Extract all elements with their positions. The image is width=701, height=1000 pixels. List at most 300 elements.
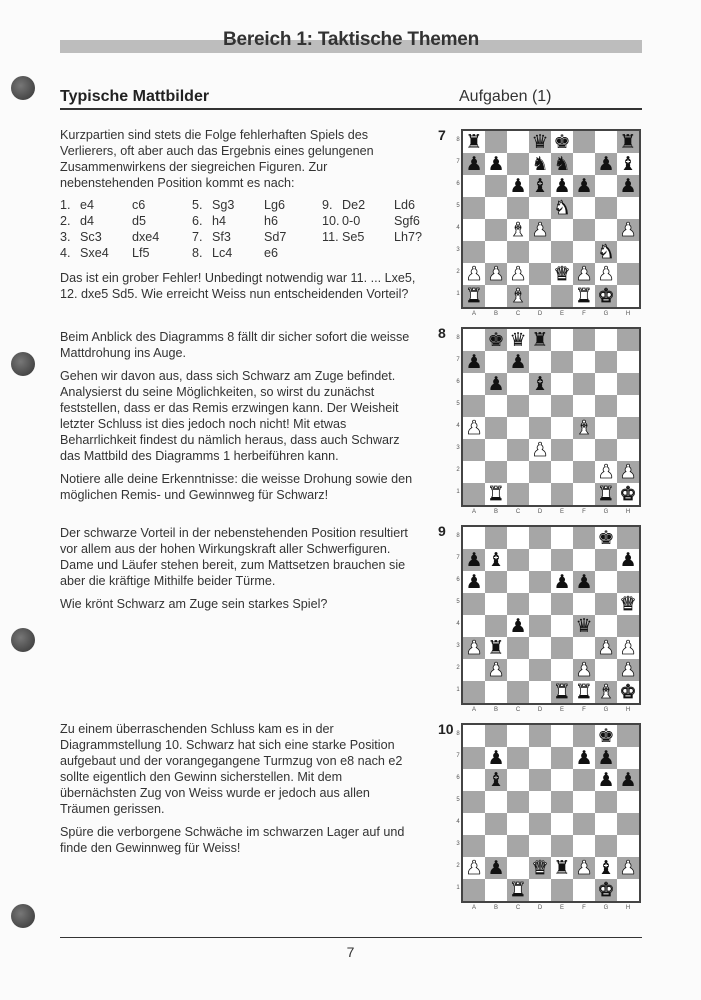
move-number: 7. [192,230,203,244]
white-king-icon: ♚ [597,879,615,901]
board-square [551,461,573,483]
white-queen-icon: ♛ [553,263,571,285]
board-square [529,395,551,417]
move-column-1 [60,197,159,261]
board-square [507,659,529,681]
black-pawn-icon: ♟ [553,175,571,197]
board-square [463,197,485,219]
board-square [507,439,529,461]
file-label: D [537,509,543,515]
rank-label: 8 [456,335,460,341]
board-square [463,813,485,835]
file-label: C [515,311,521,317]
white-pawn-icon: ♟ [619,659,637,681]
board-square [463,593,485,615]
board-square [463,241,485,263]
board-square [617,395,639,417]
rank-label: 2 [456,665,460,671]
board-square [529,637,551,659]
board-square [485,593,507,615]
board-square [485,285,507,307]
rank-label: 7 [456,357,460,363]
file-label: C [515,905,521,911]
board-square [507,681,529,703]
board-square [595,417,617,439]
section-title: Typische Mattbilder [60,88,210,105]
board-square [617,263,639,285]
board-square [595,439,617,461]
black-pawn-icon: ♟ [509,175,527,197]
board-square [617,725,639,747]
rank-label: 8 [456,137,460,143]
black-move: Sgf6 [394,214,420,228]
rank-label: 7 [456,555,460,561]
black-pawn-icon: ♟ [509,351,527,373]
rank-label: 6 [456,577,460,583]
black-pawn-icon: ♟ [465,549,483,571]
board-square [485,175,507,197]
rank-label: 4 [456,225,460,231]
board-square [507,747,529,769]
board-square [617,241,639,263]
section-subtitle: Aufgaben (1) [459,88,552,105]
white-pawn-icon: ♟ [465,417,483,439]
board-square [463,747,485,769]
white-pawn-icon: ♟ [597,263,615,285]
board-square [551,813,573,835]
board-square [573,593,595,615]
board-square [507,593,529,615]
diagram-9-text [60,525,420,619]
text-p9: Spüre die verborgene Schwäche im schwarzen Lager auf und finde den Gewinnweg für Weiss! [60,825,405,855]
black-move: c6 [132,198,146,212]
rank-label: 4 [456,819,460,825]
board-square [485,439,507,461]
board-square [507,813,529,835]
rank-label: 6 [456,379,460,385]
text-p4: Gehen wir davon aus, dass sich Schwarz am Zuge befindet. Analysierst du seine Möglichkeiten, so wirst du zunächst feststellen, dass er das Remis erzwingen kann. Der Weisheit letzter Schluss ist dies jedoch noch nicht! Mit etwas Beharrlichkeit findest du nämlich heraus, dass auch Schwarz das Mattbild des Diagramms 1 herbeiführen kann. [60,369,400,463]
diagram-10-text [60,721,420,863]
board-square [463,769,485,791]
move-number: 2. [60,214,71,228]
question-paragraph [60,270,420,309]
binder-hole [11,352,35,376]
board-square [529,549,551,571]
move-row [192,213,286,229]
white-king-icon: ♚ [597,285,615,307]
white-move: Sf3 [212,230,231,244]
board-square [551,483,573,505]
white-rook-icon: ♜ [597,483,615,505]
board-square [529,527,551,549]
board-square [463,175,485,197]
white-pawn-icon: ♟ [575,857,593,879]
rank-label: 2 [456,269,460,275]
board-square [573,769,595,791]
white-king-icon: ♚ [619,681,637,703]
board-square [485,813,507,835]
board-square [551,439,573,461]
text-p8: Zu einem überraschenden Schluss kam es in der Diagrammstellung 10. Schwarz hat sich eine starke Position aufgebaut und der vorangegangene Turmzug von e8 nach e2 sollte eigentlich den Gewinn sicherstellen. Mit dem übernächsten Zug von Weiss wurde er jedoch aus allen Träumen gerissen. [60,722,403,816]
rank-label: 5 [456,401,460,407]
board-square [529,769,551,791]
board-square [463,659,485,681]
board-square [595,571,617,593]
board-square [529,241,551,263]
board-square [573,527,595,549]
white-queen-icon: ♛ [619,593,637,615]
black-pawn-icon: ♟ [575,747,593,769]
file-label: B [493,707,498,713]
white-move: Sc3 [80,230,102,244]
move-number: 4. [60,246,71,260]
white-move: h4 [212,214,227,228]
board-square [617,439,639,461]
black-bishop-icon: ♝ [619,153,637,175]
black-bishop-icon: ♝ [531,175,549,197]
board-square [617,351,639,373]
move-number: 3. [60,230,71,244]
move-row [192,229,286,245]
move-number: 5. [192,198,203,212]
board-square [595,219,617,241]
rank-label: 5 [456,797,460,803]
board-square [573,461,595,483]
black-pawn-icon: ♟ [487,373,505,395]
chess-board [461,723,641,903]
black-pawn-icon: ♟ [619,769,637,791]
board-square [617,615,639,637]
white-rook-icon: ♜ [509,879,527,901]
footer-rule [60,937,642,938]
white-move: e4 [80,198,95,212]
diagram-number: 9 [438,523,446,539]
board-square [595,791,617,813]
board-square [551,835,573,857]
white-pawn-icon: ♟ [619,857,637,879]
board-square [595,197,617,219]
file-label: E [559,311,564,317]
board-square [485,725,507,747]
board-square [463,615,485,637]
board-square [595,813,617,835]
text-p5: Notiere alle deine Erkenntnisse: die weisse Drohung sowie den möglichen Remis- und Gewinnweg für Schwarz! [60,472,413,502]
board-square [507,571,529,593]
board-square [463,439,485,461]
board-square [551,791,573,813]
rank-label: 1 [456,291,460,297]
move-number: 6. [192,214,203,228]
black-king-icon: ♚ [597,527,615,549]
board-square [485,197,507,219]
white-bishop-icon: ♝ [597,681,615,703]
board-square [551,593,573,615]
black-move: Lf5 [132,246,150,260]
move-number: 11. [322,230,339,244]
board-square [551,219,573,241]
black-queen-icon: ♛ [575,615,593,637]
file-label: E [559,707,564,713]
board-square [485,395,507,417]
move-row [60,229,159,245]
board-square [529,571,551,593]
move-row [60,213,159,229]
white-queen-icon: ♛ [531,857,549,879]
white-bishop-icon: ♝ [509,285,527,307]
board-square [529,791,551,813]
white-king-icon: ♚ [619,483,637,505]
board-square [573,791,595,813]
white-rook-icon: ♜ [553,681,571,703]
rank-label: 2 [456,863,460,869]
board-square [617,527,639,549]
board-square [529,879,551,901]
black-rook-icon: ♜ [531,329,549,351]
board-square [485,835,507,857]
black-pawn-icon: ♟ [465,153,483,175]
board-square [529,263,551,285]
black-pawn-icon: ♟ [487,747,505,769]
board-square [551,659,573,681]
chess-board [461,129,641,309]
black-rook-icon: ♜ [487,637,505,659]
black-bishop-icon: ♝ [597,857,615,879]
board-square [507,395,529,417]
board-square [529,285,551,307]
board-square [507,197,529,219]
board-square [529,725,551,747]
board-square [463,835,485,857]
board-square [507,131,529,153]
board-square [529,615,551,637]
file-label: C [515,707,521,713]
file-label: A [471,509,476,515]
board-square [485,241,507,263]
black-pawn-icon: ♟ [487,857,505,879]
board-square [595,351,617,373]
binder-hole [11,904,35,928]
file-label: A [471,905,476,911]
board-square [463,483,485,505]
white-pawn-icon: ♟ [465,857,483,879]
black-king-icon: ♚ [553,131,571,153]
rank-label: 3 [456,445,460,451]
black-move: Ld6 [394,198,416,212]
white-pawn-icon: ♟ [531,439,549,461]
file-label: E [559,509,564,515]
white-rook-icon: ♜ [487,483,505,505]
board-square [551,395,573,417]
white-pawn-icon: ♟ [487,659,505,681]
text-p7: Wie krönt Schwarz am Zuge sein starkes Spiel? [60,597,328,611]
board-square [551,285,573,307]
file-label: D [537,707,543,713]
file-label: F [582,311,586,317]
white-knight-icon: ♞ [553,197,571,219]
board-square [595,659,617,681]
white-pawn-icon: ♟ [531,219,549,241]
black-pawn-icon: ♟ [619,549,637,571]
white-move: Sxe4 [80,246,109,260]
black-rook-icon: ♜ [553,857,571,879]
black-pawn-icon: ♟ [487,153,505,175]
black-move: Sd7 [264,230,287,244]
move-column-2 [192,197,286,261]
board-square [507,791,529,813]
board-square [573,835,595,857]
board-square [529,197,551,219]
black-pawn-icon: ♟ [509,615,527,637]
board-square [573,241,595,263]
rank-label: 8 [456,533,460,539]
board-square [551,329,573,351]
board-square [463,527,485,549]
white-pawn-icon: ♟ [619,637,637,659]
black-bishop-icon: ♝ [531,373,549,395]
black-king-icon: ♚ [597,725,615,747]
black-pawn-icon: ♟ [553,571,571,593]
black-move: Lh7? [394,230,423,244]
board-square [485,461,507,483]
white-pawn-icon: ♟ [465,263,483,285]
board-square [485,527,507,549]
board-square [507,241,529,263]
board-square [573,483,595,505]
board-square [595,549,617,571]
text-p3: Beim Anblick des Diagramms 8 fällt dir sicher sofort die weisse Mattdrohung ins Auge. [60,330,410,360]
white-bishop-icon: ♝ [575,417,593,439]
white-move: Lc4 [212,246,233,260]
section-rule [60,108,642,110]
board-square [617,417,639,439]
file-label: E [559,905,564,911]
board-square [573,197,595,219]
file-label: A [471,707,476,713]
white-rook-icon: ♜ [575,285,593,307]
diagram-8-text [60,329,420,510]
board-square [573,219,595,241]
board-square [617,791,639,813]
diagram-number: 7 [438,127,446,143]
black-move: dxe4 [132,230,160,244]
board-square [617,879,639,901]
board-square [573,351,595,373]
rank-label: 8 [456,731,460,737]
black-knight-icon: ♞ [553,153,571,175]
file-label: G [603,905,609,911]
file-label: C [515,509,521,515]
black-pawn-icon: ♟ [597,153,615,175]
binder-hole [11,76,35,100]
board-square [529,681,551,703]
board-square [529,659,551,681]
board-square [617,373,639,395]
board-square [595,373,617,395]
board-square [463,879,485,901]
board-square [573,395,595,417]
file-label: F [582,509,586,515]
board-square [573,329,595,351]
board-square [551,615,573,637]
white-move: Se5 [342,230,365,244]
file-label: D [537,905,543,911]
black-pawn-icon: ♟ [597,769,615,791]
move-number: 8. [192,246,203,260]
rank-label: 1 [456,687,460,693]
board-square [595,329,617,351]
board-square [617,329,639,351]
move-row [322,229,422,245]
board-square [617,813,639,835]
text-p6: Der schwarze Vorteil in der nebenstehenden Position resultiert vor allem aus der hohen Wirkungskraft aller Schwerfiguren. Dame und Läufer stehen bereit, zum Mattsetzen brauchen sie aber die kräftige Mithilfe beider Türme. [60,526,408,588]
white-pawn-icon: ♟ [465,637,483,659]
board-square [507,835,529,857]
move-row [322,197,422,213]
move-column-3 [322,197,422,245]
diagram-number: 10 [438,721,454,737]
board-square [463,329,485,351]
black-pawn-icon: ♟ [619,175,637,197]
board-square [463,791,485,813]
board-square [485,615,507,637]
rank-label: 6 [456,181,460,187]
black-queen-icon: ♛ [509,329,527,351]
black-pawn-icon: ♟ [597,747,615,769]
board-square [573,879,595,901]
board-square [551,351,573,373]
rank-label: 3 [456,643,460,649]
white-move: 0-0 [342,214,361,228]
file-label: H [625,509,631,515]
board-square [573,725,595,747]
board-square [507,725,529,747]
board-square [485,571,507,593]
text-p1: Kurzpartien sind stets die Folge fehlerhaften Spiels des Verlierers, oft aber auch das Ergebnis eines gelungenen Zusammenwirkens der siegreichen Figuren. Zur nebenstehenden Position kommt es nach: [60,128,374,190]
white-move: Sg3 [212,198,235,212]
move-row [60,197,159,213]
text-p2: Das ist ein grober Fehler! Unbedingt notwendig war 11. ... Lxe5, 12. dxe5 Sd5. Wie erreicht Weiss nun entscheidenden Vorteil? [60,271,416,301]
binder-hole [11,628,35,652]
board-square [551,549,573,571]
black-queen-icon: ♛ [531,131,549,153]
white-pawn-icon: ♟ [509,263,527,285]
file-label: B [493,905,498,911]
rank-label: 5 [456,599,460,605]
white-pawn-icon: ♟ [619,219,637,241]
black-move: e6 [264,246,279,260]
board-square [485,681,507,703]
board-square [485,131,507,153]
white-knight-icon: ♞ [597,241,615,263]
board-square [551,527,573,549]
board-square [529,351,551,373]
file-label: A [471,311,476,317]
white-pawn-icon: ♟ [487,263,505,285]
board-square [529,813,551,835]
board-square [595,395,617,417]
board-square [551,241,573,263]
chess-board [461,525,641,705]
rank-label: 1 [456,885,460,891]
black-move: h6 [264,214,279,228]
board-square [573,131,595,153]
board-square [507,857,529,879]
white-rook-icon: ♜ [465,285,483,307]
file-label: B [493,509,498,515]
board-square [529,593,551,615]
black-pawn-icon: ♟ [575,571,593,593]
black-bishop-icon: ♝ [487,549,505,571]
